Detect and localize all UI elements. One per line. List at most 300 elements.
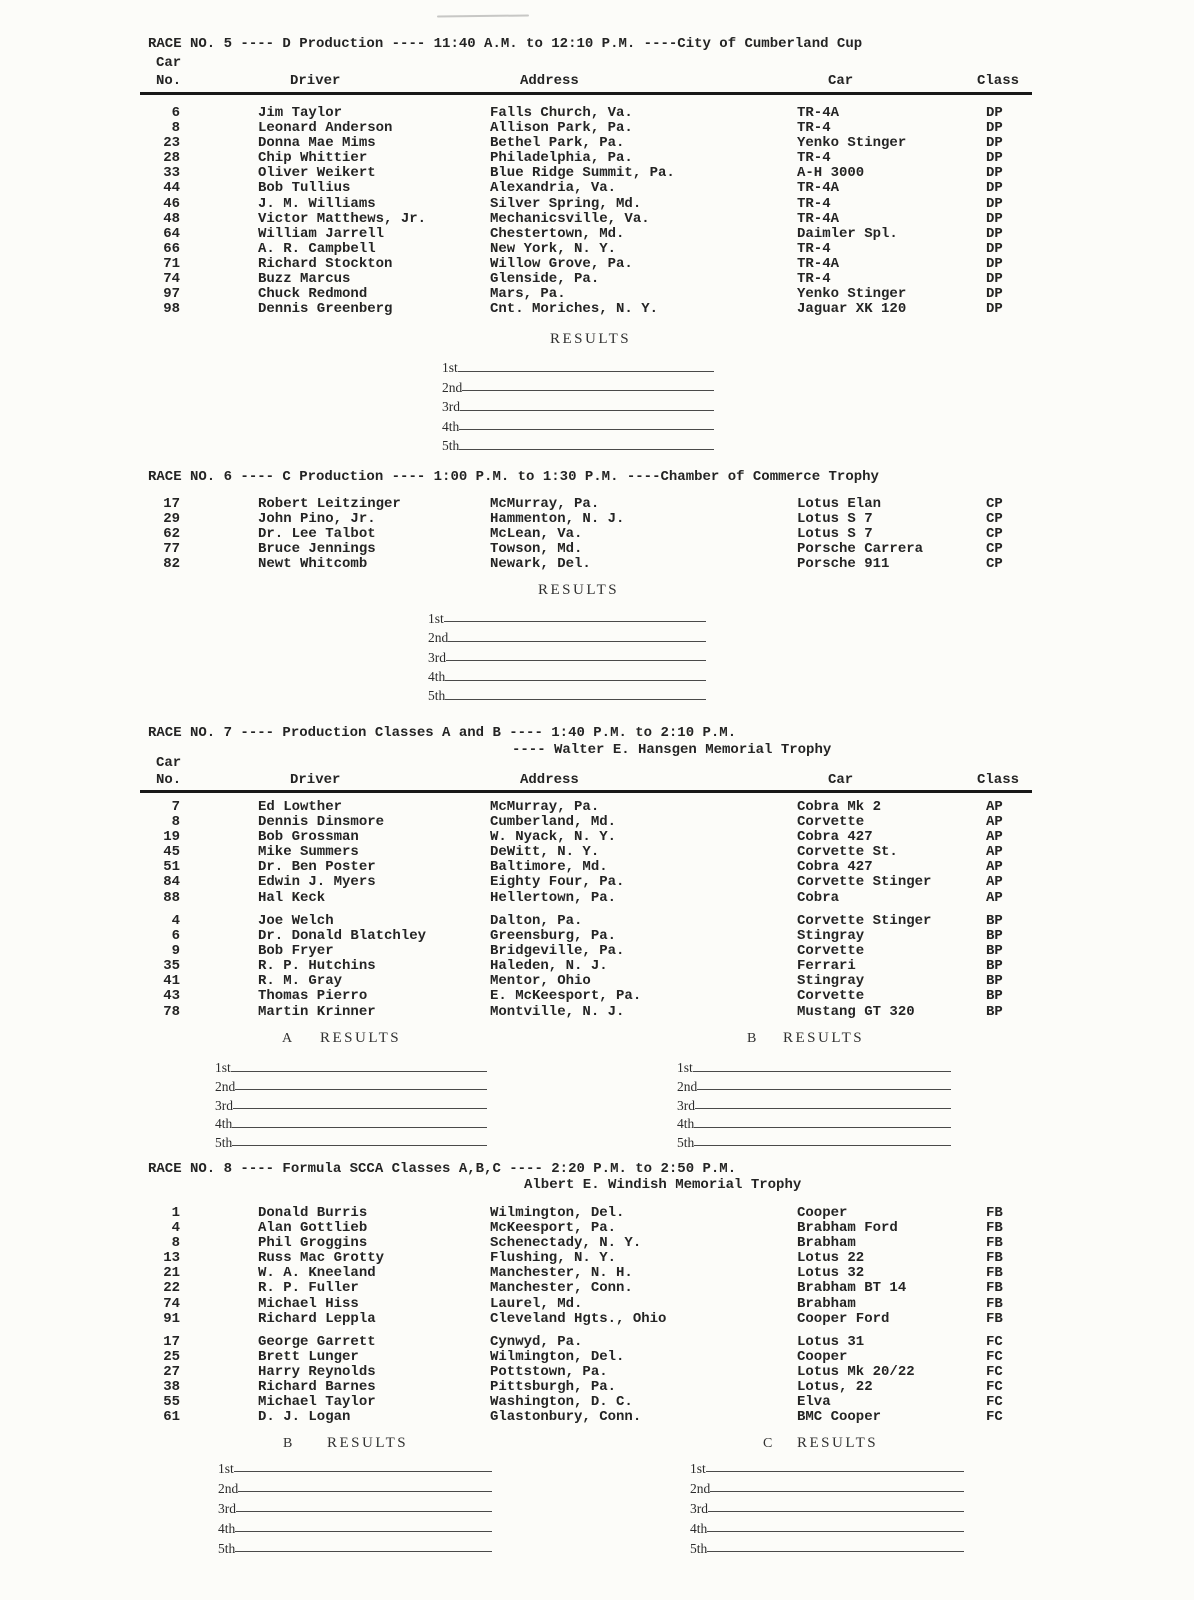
result-row: [677, 1112, 951, 1131]
scan-smudge-mark: [437, 14, 529, 17]
race6-title: RACE NO. 6 ---- C Production ---- 1:00 P.M. to 1:30 P.M. ----Chamber of Commerce Trophy: [148, 469, 879, 485]
cell-address: Glastonbury, Conn.: [490, 1409, 642, 1426]
cell-car: Porsche 911: [797, 556, 890, 573]
race8-formulaB-entries-table: [144, 1206, 1088, 1327]
column-header-car-no-line2: No.: [156, 73, 182, 89]
cell-class: FC: [986, 1334, 1003, 1350]
cell-class: BP: [986, 973, 1003, 990]
cell-class: DP: [986, 240, 1003, 257]
column-header-car: Car: [828, 772, 854, 788]
cell-driver: Donald Burris: [258, 1205, 368, 1221]
cell-car: Jaguar XK 120: [797, 301, 907, 318]
table-row: [144, 929, 1088, 944]
cell-class: DP: [986, 180, 1003, 197]
cell-driver: W. A. Kneeland: [258, 1265, 376, 1282]
result-blank-line: [693, 1071, 951, 1072]
cell-address: E. McKeesport, Pa.: [490, 988, 642, 1005]
cell-driver: Alan Gottlieb: [258, 1220, 368, 1237]
cell-car: Cobra Mk 2: [797, 799, 882, 815]
cell-driver: John Pino, Jr.: [258, 511, 376, 528]
cell-address: Cumberland, Md.: [490, 814, 617, 831]
cell-car: TR-4A: [797, 105, 840, 121]
cell-car-no: 6: [171, 105, 180, 121]
result-row: [215, 1075, 487, 1094]
race6-results-title: RESULTS: [538, 582, 620, 598]
column-header-car-no-line2: No.: [156, 772, 182, 788]
cell-driver: Dr. Donald Blatchley: [258, 928, 427, 945]
result-blank-line: [459, 429, 714, 430]
cell-address: Cynwyd, Pa.: [490, 1334, 583, 1350]
result-row: [690, 1455, 964, 1475]
result-blank-line: [235, 1089, 487, 1090]
cell-address: Towson, Md.: [490, 541, 583, 558]
table-row: [144, 974, 1088, 989]
table-row: [144, 1350, 1088, 1365]
table-row: [144, 197, 1088, 212]
table-row: [144, 1005, 1088, 1020]
cell-driver: Richard Barnes: [258, 1379, 376, 1396]
result-row: [677, 1056, 951, 1075]
cell-car-no: 27: [163, 1364, 180, 1381]
cell-car-no: 4: [171, 1220, 180, 1237]
cell-car-no: 4: [171, 913, 180, 929]
result-blank-line: [234, 1471, 492, 1472]
cell-address: Chestertown, Md.: [490, 225, 625, 242]
place-label: 3rd: [677, 1097, 695, 1113]
cell-driver: Harry Reynolds: [258, 1364, 376, 1381]
race8-results-c-title: RESULTS: [797, 1435, 879, 1451]
table-row: [144, 959, 1088, 974]
cell-address: Blue Ridge Summit, Pa.: [490, 165, 675, 182]
place-label: 2nd: [218, 1480, 239, 1496]
race8-results-c-block: [690, 1455, 964, 1555]
place-label: 3rd: [428, 649, 446, 665]
cell-address: McKeesport, Pa.: [490, 1220, 617, 1237]
cell-driver: Ed Lowther: [258, 799, 343, 815]
table-row: [144, 557, 1088, 572]
cell-car: Cobra 427: [797, 829, 873, 846]
cell-car-no: 48: [163, 210, 180, 227]
column-header-car-no-line1: Car: [156, 55, 182, 71]
cell-car: Corvette: [797, 943, 865, 960]
place-label: 1st: [442, 360, 458, 376]
place-label: 4th: [218, 1520, 236, 1536]
cell-car-no: 35: [163, 958, 180, 975]
cell-address: Alexandria, Va.: [490, 180, 617, 197]
result-blank-line: [459, 449, 714, 450]
cell-class: AP: [986, 799, 1003, 815]
place-label: 5th: [428, 688, 446, 704]
cell-driver: George Garrett: [258, 1334, 376, 1350]
column-header-address: Address: [520, 772, 579, 788]
table-row: [144, 121, 1088, 136]
cell-driver: Russ Mac Grotty: [258, 1250, 385, 1267]
cell-car-no: 23: [163, 135, 180, 152]
cell-driver: Jim Taylor: [258, 105, 343, 121]
result-blank-line: [458, 371, 714, 372]
cell-address: Greensburg, Pa.: [490, 928, 617, 945]
race7-results-a-title: RESULTS: [320, 1030, 402, 1046]
result-blank-line: [445, 680, 706, 681]
result-row: [428, 645, 706, 664]
result-blank-line: [708, 1511, 964, 1512]
table-row: [144, 1206, 1088, 1221]
race7-classB-entries-table: [144, 914, 1088, 1020]
result-row: [442, 355, 714, 375]
race6-results-block: [428, 606, 706, 703]
cell-car: Elva: [797, 1394, 831, 1411]
cell-driver: Edwin J. Myers: [258, 874, 376, 891]
result-row: [442, 433, 714, 453]
result-blank-line: [694, 1145, 951, 1146]
table-row: [144, 1281, 1088, 1296]
place-label: 1st: [677, 1060, 693, 1076]
table-row: [144, 151, 1088, 166]
cell-driver: Hal Keck: [258, 889, 326, 906]
cell-driver: Bob Tullius: [258, 180, 351, 197]
cell-car: Lotus S 7: [797, 511, 873, 528]
result-blank-line: [460, 410, 714, 411]
cell-driver: Thomas Pierro: [258, 988, 368, 1005]
cell-address: Laurel, Md.: [490, 1295, 583, 1312]
cell-driver: Michael Taylor: [258, 1394, 376, 1411]
place-label: 2nd: [690, 1480, 711, 1496]
cell-car: BMC Cooper: [797, 1409, 882, 1426]
place-label: 4th: [442, 418, 460, 434]
result-blank-line: [707, 1531, 964, 1532]
table-row: [144, 860, 1088, 875]
result-blank-line: [238, 1491, 492, 1492]
cell-address: Mechanicsville, Va.: [490, 210, 650, 227]
cell-address: Mars, Pa.: [490, 286, 566, 303]
cell-driver: J. M. Williams: [258, 195, 376, 212]
column-header-driver: Driver: [290, 73, 341, 89]
column-header-car: Car: [828, 73, 854, 89]
cell-class: DP: [986, 301, 1003, 318]
cell-car-no: 46: [163, 195, 180, 212]
place-label: 4th: [428, 669, 446, 685]
table-row: [144, 1395, 1088, 1410]
table-row: [144, 1365, 1088, 1380]
table-row: [144, 1297, 1088, 1312]
place-label: 3rd: [442, 399, 460, 415]
place-label: 1st: [428, 610, 444, 626]
place-label: 1st: [218, 1460, 234, 1476]
cell-driver: Richard Leppla: [258, 1310, 376, 1327]
table-row: [144, 287, 1088, 302]
cell-car-no: 21: [163, 1265, 180, 1282]
cell-car: Porsche Carrera: [797, 541, 924, 558]
result-blank-line: [462, 390, 714, 391]
cell-car-no: 19: [163, 829, 180, 846]
table-row: [144, 106, 1088, 121]
cell-car: Corvette: [797, 988, 865, 1005]
cell-car-no: 17: [163, 1334, 180, 1350]
cell-car-no: 88: [163, 889, 180, 906]
cell-driver: Martin Krinner: [258, 1003, 376, 1020]
cell-address: Flushing, N. Y.: [490, 1250, 617, 1267]
cell-class: DP: [986, 165, 1003, 182]
result-blank-line: [448, 641, 706, 642]
place-label: 5th: [677, 1134, 695, 1150]
cell-class: DP: [986, 195, 1003, 212]
table-row: [144, 212, 1088, 227]
cell-car-no: 74: [163, 1295, 180, 1312]
cell-car: TR-4A: [797, 180, 840, 197]
cell-car-no: 78: [163, 1003, 180, 1020]
cell-class: BP: [986, 913, 1003, 929]
cell-class: FB: [986, 1220, 1003, 1237]
cell-car-no: 55: [163, 1394, 180, 1411]
race7-classA-entries-table: [144, 800, 1088, 906]
column-header-class: Class: [977, 772, 1020, 788]
cell-car-no: 9: [171, 943, 180, 960]
cell-car-no: 97: [163, 286, 180, 303]
cell-car-no: 33: [163, 165, 180, 182]
cell-driver: Dr. Ben Poster: [258, 859, 376, 876]
result-blank-line: [444, 621, 706, 622]
table-row: [144, 914, 1088, 929]
table-row: [144, 512, 1088, 527]
cell-driver: Newt Whitcomb: [258, 556, 368, 573]
cell-car: Daimler Spl.: [797, 225, 898, 242]
table-row: [144, 166, 1088, 181]
cell-driver: Joe Welch: [258, 913, 334, 929]
cell-class: BP: [986, 988, 1003, 1005]
cell-address: Pittsburgh, Pa.: [490, 1379, 617, 1396]
cell-class: FB: [986, 1295, 1003, 1312]
result-blank-line: [235, 1531, 492, 1532]
cell-address: Bridgeville, Pa.: [490, 943, 625, 960]
cell-car-no: 7: [171, 799, 180, 815]
cell-driver: Dennis Greenberg: [258, 301, 393, 318]
cell-class: FB: [986, 1205, 1003, 1221]
cell-class: FC: [986, 1349, 1003, 1366]
cell-driver: Chuck Redmond: [258, 286, 368, 303]
cell-car: Stingray: [797, 973, 865, 990]
race8-subtitle: Albert E. Windish Memorial Trophy: [524, 1177, 802, 1193]
cell-address: McMurray, Pa.: [490, 799, 600, 815]
race8-results-b-class-letter: B: [283, 1436, 294, 1451]
race8-results-b-block: [218, 1455, 492, 1555]
result-row: [215, 1112, 487, 1131]
table-row: [144, 891, 1088, 906]
cell-address: Manchester, N. H.: [490, 1265, 633, 1282]
cell-car: TR-4: [797, 240, 831, 257]
header-rule: [140, 790, 1032, 793]
race5-results-title: RESULTS: [550, 331, 632, 347]
cell-driver: Richard Stockton: [258, 255, 393, 272]
cell-class: DP: [986, 286, 1003, 303]
result-row: [218, 1515, 492, 1535]
cell-address: W. Nyack, N. Y.: [490, 829, 617, 846]
cell-address: Cnt. Moriches, N. Y.: [490, 301, 659, 318]
cell-car: Cobra: [797, 889, 840, 906]
race8-title: RACE NO. 8 ---- Formula SCCA Classes A,B,C ---- 2:20 P.M. to 2:50 P.M.: [148, 1161, 737, 1177]
result-row: [442, 375, 714, 395]
result-blank-line: [445, 699, 706, 700]
cell-driver: Dr. Lee Talbot: [258, 526, 376, 543]
cell-address: New York, N. Y.: [490, 240, 617, 257]
header-rule: [140, 92, 1032, 95]
cell-car-no: 91: [163, 1310, 180, 1327]
cell-car: Brabham Ford: [797, 1220, 898, 1237]
cell-driver: D. J. Logan: [258, 1409, 351, 1426]
cell-class: DP: [986, 120, 1003, 137]
place-label: 3rd: [215, 1097, 233, 1113]
cell-car: Lotus Elan: [797, 496, 882, 512]
table-row: [144, 989, 1088, 1004]
cell-car: Brabham: [797, 1235, 856, 1252]
table-row: [144, 1266, 1088, 1281]
cell-driver: Leonard Anderson: [258, 120, 393, 137]
place-label: 4th: [677, 1116, 695, 1132]
table-row: [144, 944, 1088, 959]
cell-class: AP: [986, 889, 1003, 906]
cell-car-no: 62: [163, 526, 180, 543]
result-row: [442, 394, 714, 414]
column-header-address: Address: [520, 73, 579, 89]
cell-address: Philadelphia, Pa.: [490, 150, 633, 167]
cell-driver: Bob Fryer: [258, 943, 334, 960]
cell-address: Newark, Del.: [490, 556, 591, 573]
table-row: [144, 830, 1088, 845]
result-row: [442, 414, 714, 434]
cell-class: CP: [986, 526, 1003, 543]
cell-class: DP: [986, 255, 1003, 272]
race8-formulaC-entries-table: [144, 1335, 1088, 1426]
result-row: [218, 1475, 492, 1495]
place-label: 5th: [690, 1540, 708, 1556]
result-blank-line: [706, 1471, 964, 1472]
cell-car: TR-4: [797, 150, 831, 167]
result-row: [215, 1093, 487, 1112]
cell-driver: Bruce Jennings: [258, 541, 376, 558]
cell-car-no: 1: [171, 1205, 180, 1221]
cell-car-no: 38: [163, 1379, 180, 1396]
place-label: 2nd: [428, 630, 449, 646]
cell-driver: Bob Grossman: [258, 829, 359, 846]
result-blank-line: [695, 1108, 951, 1109]
result-row: [428, 664, 706, 683]
result-blank-line: [710, 1491, 964, 1492]
result-row: [677, 1131, 951, 1150]
place-label: 1st: [215, 1060, 231, 1076]
cell-address: Haleden, N. J.: [490, 958, 608, 975]
cell-address: Dalton, Pa.: [490, 913, 583, 929]
cell-address: Allison Park, Pa.: [490, 120, 633, 137]
cell-car: Corvette St.: [797, 844, 898, 861]
table-row: [144, 497, 1088, 512]
cell-address: Schenectady, N. Y.: [490, 1235, 642, 1252]
cell-car-no: 8: [171, 120, 180, 137]
place-label: 4th: [215, 1116, 233, 1132]
result-row: [690, 1495, 964, 1515]
cell-address: Wilmington, Del.: [490, 1205, 625, 1221]
cell-address: Eighty Four, Pa.: [490, 874, 625, 891]
cell-address: Manchester, Conn.: [490, 1280, 633, 1297]
cell-car-no: 98: [163, 301, 180, 318]
cell-car-no: 43: [163, 988, 180, 1005]
cell-class: FC: [986, 1394, 1003, 1411]
cell-address: McMurray, Pa.: [490, 496, 600, 512]
cell-driver: Donna Mae Mims: [258, 135, 376, 152]
table-row: [144, 136, 1088, 151]
cell-driver: A. R. Campbell: [258, 240, 376, 257]
result-row: [677, 1093, 951, 1112]
cell-car: Lotus 22: [797, 1250, 865, 1267]
cell-class: FC: [986, 1409, 1003, 1426]
place-label: 3rd: [690, 1500, 708, 1516]
table-row: [144, 1251, 1088, 1266]
result-row: [428, 606, 706, 625]
cell-class: BP: [986, 1003, 1003, 1020]
table-row: [144, 1380, 1088, 1395]
race5-results-block: [442, 355, 714, 453]
race7-results-b-block: [677, 1056, 951, 1149]
race7-results-b-class-letter: B: [747, 1031, 758, 1046]
cell-driver: Phil Groggins: [258, 1235, 368, 1252]
cell-driver: Robert Leitzinger: [258, 496, 401, 512]
cell-class: DP: [986, 271, 1003, 288]
cell-address: Baltimore, Md.: [490, 859, 608, 876]
table-row: [144, 302, 1088, 317]
cell-car-no: 61: [163, 1409, 180, 1426]
result-blank-line: [232, 1127, 487, 1128]
table-row: [144, 815, 1088, 830]
table-row: [144, 272, 1088, 287]
cell-driver: Buzz Marcus: [258, 271, 351, 288]
place-label: 2nd: [677, 1078, 698, 1094]
cell-driver: Mike Summers: [258, 844, 359, 861]
table-row: [144, 242, 1088, 257]
cell-class: BP: [986, 928, 1003, 945]
cell-car-no: 71: [163, 255, 180, 272]
column-header-driver: Driver: [290, 772, 341, 788]
cell-car: Mustang GT 320: [797, 1003, 915, 1020]
table-row: [144, 1221, 1088, 1236]
cell-car: Stingray: [797, 928, 865, 945]
cell-class: AP: [986, 844, 1003, 861]
cell-car: Cobra 427: [797, 859, 873, 876]
result-blank-line: [694, 1127, 951, 1128]
cell-car: TR-4: [797, 120, 831, 137]
table-row: [144, 845, 1088, 860]
result-blank-line: [446, 660, 706, 661]
cell-class: DP: [986, 150, 1003, 167]
column-header-class: Class: [977, 73, 1020, 89]
cell-car: Lotus 32: [797, 1265, 865, 1282]
table-row: [144, 527, 1088, 542]
cell-address: Falls Church, Va.: [490, 105, 633, 121]
cell-driver: Michael Hiss: [258, 1295, 359, 1312]
cell-class: CP: [986, 496, 1003, 512]
cell-car-no: 22: [163, 1280, 180, 1297]
cell-driver: William Jarrell: [258, 225, 385, 242]
cell-car-no: 8: [171, 814, 180, 831]
place-label: 5th: [215, 1134, 233, 1150]
result-row: [218, 1495, 492, 1515]
cell-car: Lotus, 22: [797, 1379, 873, 1396]
cell-car-no: 8: [171, 1235, 180, 1252]
cell-class: FB: [986, 1250, 1003, 1267]
table-row: [144, 875, 1088, 890]
race8-results-b-title: RESULTS: [327, 1435, 409, 1451]
race6-entries-table: [144, 497, 1088, 572]
cell-car-no: 74: [163, 271, 180, 288]
cell-car: Yenko Stinger: [797, 286, 907, 303]
cell-address: DeWitt, N. Y.: [490, 844, 600, 861]
